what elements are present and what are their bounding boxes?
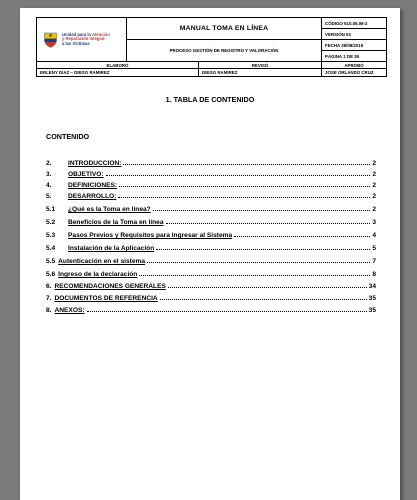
toc-entry-ingreso-declaracion[interactable]: 5.6 Ingreso de la declaración 8 xyxy=(46,271,376,278)
name-aprobo: JOSE ORLANDO CRUZ xyxy=(322,69,387,77)
logo-cell xyxy=(37,18,127,62)
document-header-table xyxy=(36,17,387,77)
toc-entry-desarrollo[interactable]: 5. DESARROLLO: 2 xyxy=(46,193,376,200)
toc-entry-pasos-previos[interactable]: 5.3 Pasos Previos y Requisitos para Ingresar al Sistema 4 xyxy=(46,232,376,239)
process-name-cell xyxy=(127,40,322,62)
document-title-cell xyxy=(127,18,322,40)
toc-entry-anexos[interactable]: 8. ANEXOS: 35 xyxy=(46,307,376,314)
toc-entry-definiciones[interactable]: 4. DEFINICIONES: 2 xyxy=(46,182,376,189)
toc-entry-beneficios[interactable]: 5.2 Beneficios de la Toma en línea 3 xyxy=(46,219,376,226)
process-name: PROCESO GESTIÓN DE REGISTRO Y VALORACIÓN xyxy=(169,48,279,53)
document-date: FECHA 28/08/2015 xyxy=(322,40,387,51)
document-page-number: PÁGINA 1 DE 35 xyxy=(322,51,387,62)
document-page xyxy=(20,8,400,500)
toc-entry-documentos-referencia[interactable]: 7. DOCUMENTOS DE REFERENCIA 35 xyxy=(46,295,376,302)
document-version: VERSIÓN 02 xyxy=(322,29,387,40)
name-reviso: DIEGO RAMIREZ xyxy=(199,69,322,77)
role-aprobo: APROBÓ xyxy=(322,62,387,69)
toc-heading: 1. TABLA DE CONTENIDO xyxy=(165,95,255,104)
logo-text: Unidad para la Atención y Reparación Integral a las Víctimas xyxy=(62,31,110,46)
toc-entry-que-es-toma-en-linea[interactable]: 5.1 ¿Qué es la Toma en línea? 2 xyxy=(46,206,376,213)
toc-entry-introduccion[interactable]: 2. INTRODUCCION: 2 xyxy=(46,160,376,167)
role-reviso: REVISÓ xyxy=(199,62,322,69)
toc-entry-recomendaciones[interactable]: 6. RECOMENDACIONES GENERALES 34 xyxy=(46,283,376,290)
document-title: MANUAL TOMA EN LÍNEA xyxy=(179,25,269,32)
name-elaboro: ERLENY DIAZ – DIEGO RAMIREZ xyxy=(37,69,199,77)
document-code: CÓDIGO 510.05.06-2 xyxy=(322,18,387,29)
coat-of-arms-icon xyxy=(43,32,58,48)
contents-label: CONTENIDO xyxy=(46,132,90,141)
role-elaboro: ELABORÓ xyxy=(37,62,199,69)
toc-entry-autenticacion[interactable]: 5.5 Autenticación en el sistema 7 xyxy=(46,258,376,265)
toc-entry-instalacion[interactable]: 5.4 Instalación de la Aplicación 5 xyxy=(46,245,376,252)
toc-entry-objetivo[interactable]: 3. OBJETIVO: 2 xyxy=(46,171,376,178)
